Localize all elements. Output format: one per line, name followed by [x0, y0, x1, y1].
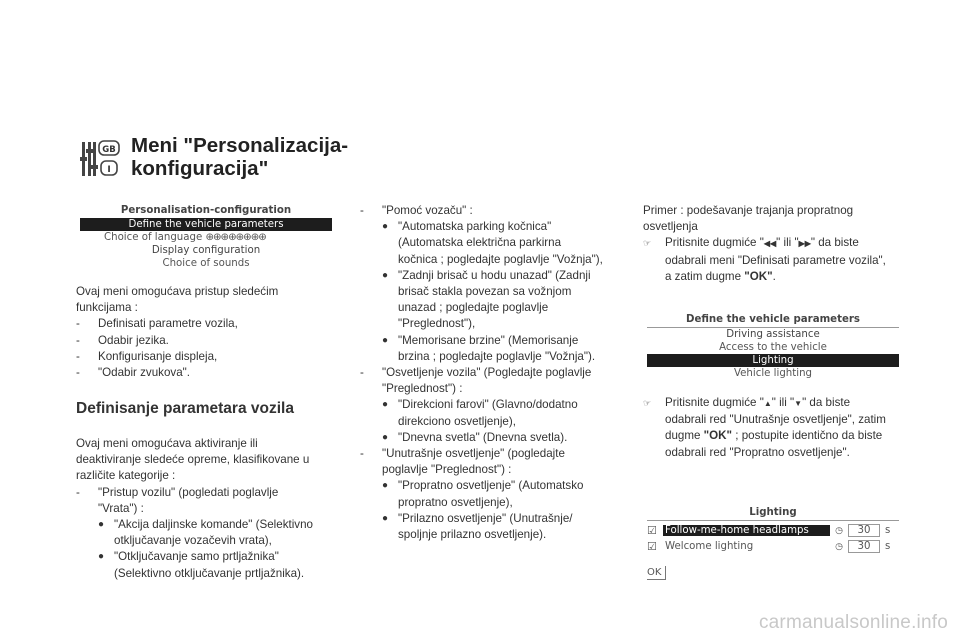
list-item: - Odabir jezika. [76, 333, 169, 347]
page-title: Meni "Personalizacija- konfiguracija" [131, 134, 349, 180]
lighting-row-label: Follow-me-home headlamps [663, 525, 830, 536]
screen-row-access: Access to the vehicle [719, 342, 827, 353]
text-line: funkcijama : [76, 301, 138, 315]
bullet-item: ● "Zadnji brisač u hodu unazad" (Zadnji brisač stakla povezan sa vožnjom unazad ; pogledajte poglavlje "Preglednost"), [382, 268, 591, 331]
checkbox-icon: ☑ [647, 540, 657, 553]
lighting-row [647, 523, 899, 538]
watermark-logo: carmanualsonline.info [758, 612, 948, 633]
previous-icon: ◀◀ [763, 239, 777, 249]
screen-header: Personalisation-configuration [120, 205, 292, 216]
bullet-item: ● "Direkcioni farovi" (Glavno/dodatno direkciono osvetljenje), [382, 398, 578, 428]
list-item: - "Odabir zvukova". [76, 366, 191, 380]
instruction-step: ☞ Pritisnite dugmiće "◀◀" ili "▶▶" da biste odabrali meni "Definisati parametre vozila", a zatim dugme "OK". [643, 235, 911, 285]
text-line: Primer : podešavanje trajanja propratnog [643, 204, 854, 217]
column-3-example [643, 203, 911, 285]
list-item: - "Pomoć vozaču" : [360, 204, 473, 217]
screen-row-display: Display configuration [151, 245, 261, 256]
bullet-item: ● "Prilazno osvetljenje" (Unutrašnje/ spoljnje prilazno osvetljenje). [382, 511, 573, 542]
section-title: Definisanje parametara vozila [76, 400, 294, 417]
svg-text:I: I [107, 165, 111, 175]
list-item: - "Pristup vozilu" (pogledati poglavlje "Vrata") : [76, 485, 279, 515]
screen-header: Lighting [647, 506, 899, 521]
lighting-row-value: 30 [848, 540, 880, 553]
text-line: različite kategorije : [76, 469, 176, 483]
screen-row-driving-assistance: Driving assistance [726, 329, 820, 340]
bullet-item: ● "Automatska parking kočnica" (Automatska električna parkirna kočnica ; pogledajte poglavlje "Vožnja"), [382, 220, 603, 266]
svg-text:GB: GB [102, 145, 116, 155]
screen-vehicle-parameters [647, 313, 899, 380]
column-3-step-2 [643, 395, 911, 461]
lighting-row-unit: s [885, 541, 891, 552]
next-icon: ▶▶ [798, 239, 811, 249]
checkbox-icon: ☑ [647, 524, 657, 537]
text-line: osvetljenja [643, 220, 698, 234]
screen-header: Define the vehicle parameters [647, 313, 899, 328]
list-item: - "Unutrašnje osvetljenje" (pogledajte poglavlje "Preglednost") : [360, 447, 565, 477]
list-item: - Konfigurisanje displeja, [76, 349, 218, 363]
pointing-hand-icon: ☞ [643, 398, 652, 408]
screen-lighting [647, 506, 899, 580]
screen-row-lighting: Lighting [647, 354, 899, 367]
language-flags-icon: ⊕⊕⊕⊕⊕⊕⊕⊕ [205, 232, 266, 243]
pointing-hand-icon: ☞ [643, 238, 652, 249]
bullet-item: ● "Akcija daljinske komande" (Selektivno otključavanje vozačevih vrata), [98, 518, 313, 548]
list-item: - "Osvetljenje vozila" (Pogledajte poglavlje "Preglednost") : [360, 366, 592, 396]
bullet-item: ● "Dnevna svetla" (Dnevna svetla). [382, 430, 568, 444]
up-icon: ▲ [763, 399, 772, 408]
screen-row-sounds: Choice of sounds [162, 258, 250, 269]
bullet-item: ● "Memorisane brzine" (Memorisanje brzina ; pogledajte poglavlje "Vožnja"). [382, 333, 596, 363]
down-icon: ▼ [794, 399, 803, 408]
lighting-row [647, 539, 899, 554]
screen-row-language: Choice of language ⊕⊕⊕⊕⊕⊕⊕⊕ [104, 232, 266, 243]
lighting-row-unit: s [885, 525, 891, 536]
ok-button: OK [647, 566, 666, 580]
bullet-item: ● "Propratno osvetljenje" (Automatsko propratno osvetljenje), [382, 479, 584, 509]
lighting-row-label: Welcome lighting [665, 541, 754, 552]
screen-row-define-parameters: Define the vehicle parameters [80, 218, 332, 231]
column-1-intro [76, 284, 336, 381]
bullet-item: ● "Otključavanje samo prtljažnika" (Selektivno otključavanje prtljažnika). [98, 550, 305, 580]
clock-icon: ◷ [835, 525, 843, 536]
screen-row-vehicle-lighting: Vehicle lighting [733, 368, 812, 379]
screen-personalisation-menu [80, 204, 332, 270]
column-2 [360, 203, 630, 543]
instruction-step: ☞ Pritisnite dugmiće "▲" ili "▼" da biste odabrali red "Unutrašnje osvetljenje", zatim dugme "OK" ; postupite identično da biste odabrali red "Propratno osvetljenje". [643, 395, 911, 461]
text-line: Ovaj meni omogućava pristup sledećim [76, 285, 279, 298]
list-item: - Definisati parametre vozila, [76, 317, 238, 331]
clock-icon: ◷ [835, 541, 843, 552]
column-1-body [76, 436, 338, 582]
text-line: Ovaj meni omogućava aktiviranje ili [76, 437, 258, 450]
text-line: deaktiviranje sledeće opreme, klasifikovane u [76, 453, 310, 467]
personalisation-menu-icon [80, 137, 122, 179]
lighting-row-value: 30 [848, 524, 880, 537]
